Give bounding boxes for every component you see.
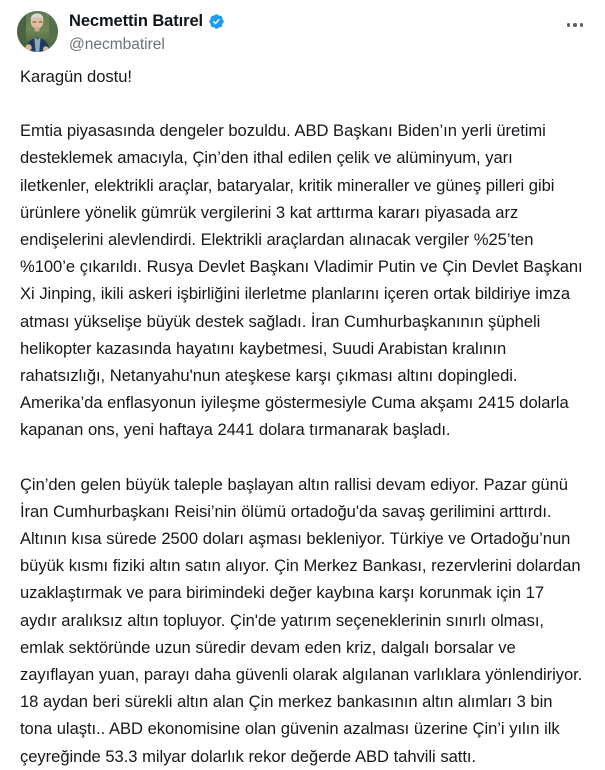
author-handle[interactable]: @necmbatirel — [69, 36, 165, 53]
more-dot — [580, 23, 584, 27]
tweet-paragraph-3: Çin’den gelen büyük taleple başlayan altın rallisi devam ediyor. Pazar günü İran Cumhurbaşkanı Reisi’nin ölümü ortadoğu'da savaş gerilimini arttırdı. Altının kısa sürede 2500 doları aşması bekleniyor. Türkiye ve Ortadoğu’nun büyük kısmı fiziki altın satın alıyor. Çin Merkez Bankası, rezervlerini dolardan uzaklaştırmak ve para birimindeki değer kaybına karşı korunmak için 17 aydır aralıksız altın topluyor. Çin'de yatırım seçeneklerinin sınırlı olması, emlak sektöründe uzun süredir devam eden kriz, dalgalı borsalar ve zayıflayan yuan, parayı daha güvenli olarak algılanan varlıklara yönlendiriyor. 18 aydan beri sürekli altın alan Çin merkez bankasının altın alımları 3 bin tona ulaştı.. ABD ekonomisine olan güvenin azalması üzerine Çin’i yılın ilk çeyreğinde 53.3 milyar dolarlık rekor değerde ABD tahvili sattı. — [20, 474, 583, 766]
author-name-row[interactable] — [69, 11, 225, 31]
tweet-header — [0, 0, 605, 56]
more-dot — [573, 23, 577, 27]
tweet-paragraph-2: Emtia piyasasında dengeler bozuldu. ABD Başkanı Biden’ın yerli üretimi desteklemek amacıyla, Çin’den ithal edilen çelik ve alüminyum, yarı iletkenler, elektrikli araçlar, bataryalar, kritik mineraller ve güneş pilleri gibi ürünlere yönelik gümrük vergilerini 3 kat arttırma kararı piyasada arz endişelerini alevlendirdi. Elektrikli araçlardan alınacak vergiler %25’ten %100’e çıkarıldı. Rusya Devlet Başkanı Vladimir Putin ve Çin Devlet Başkanı Xi Jinping, ikili askeri işbirliğini ilerletme planlarını içeren ortak bildiriye imza atması yükselişe büyük destek sağladı. İran Cumhurbaşkanının şüpheli helikopter kazasında hayatını kaybetmesi, Suudi Arabistan kralının rahatsızlığı, Netanyahu'nun ateşkese karşı çıkması altını dopingledi. Amerika’da enflasyonun iyileşme göstermesiyle Cuma akşamı 2415 dolarla kapanan ons, yeni haftaya 2441 dolara tırmanarak başladı. — [20, 121, 583, 440]
tweet-text-body — [0, 63, 605, 770]
more-dot — [567, 23, 571, 27]
author-display-name[interactable]: Necmettin Batırel — [69, 11, 204, 30]
paragraph-spacer — [20, 444, 585, 471]
paragraph-spacer — [20, 90, 585, 117]
tweet-paragraph-1: Karagün dostu! — [20, 67, 132, 86]
more-options-icon[interactable] — [562, 15, 588, 35]
verified-badge-icon — [208, 13, 225, 30]
author-identity — [69, 11, 225, 54]
avatar[interactable] — [17, 11, 58, 52]
